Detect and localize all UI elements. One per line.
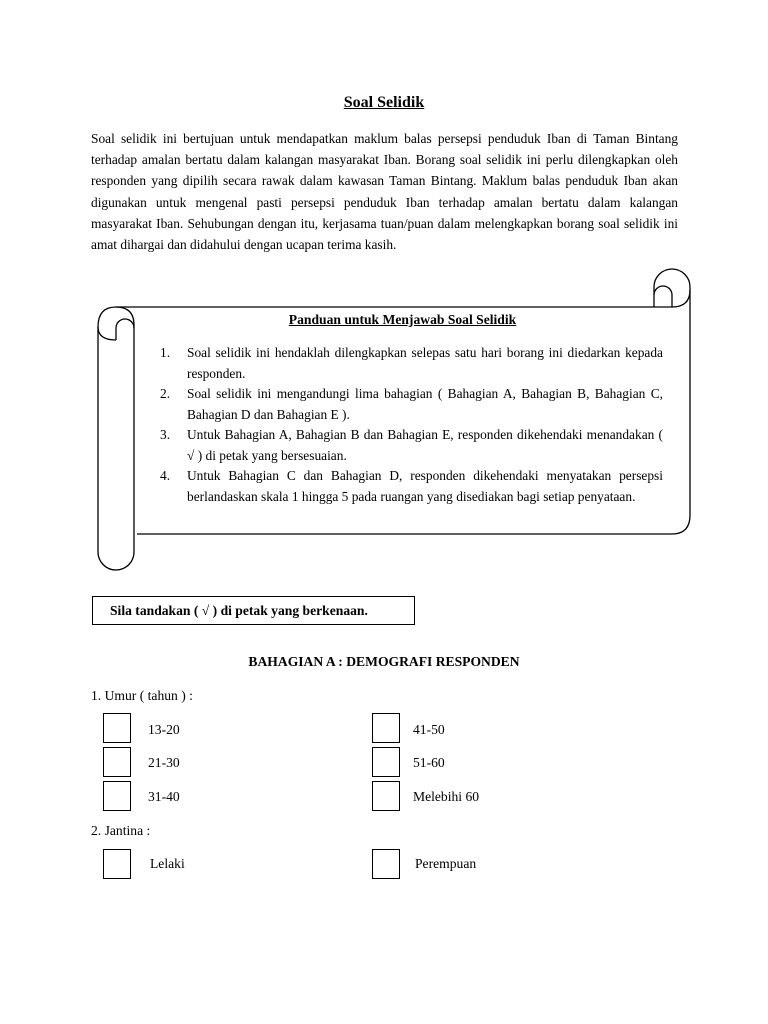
option-label: Perempuan (415, 856, 477, 871)
guide-item (160, 384, 663, 425)
guide-title: Panduan untuk Menjawab Soal Selidik (288, 312, 517, 327)
guide-item (160, 343, 663, 384)
guide-item (160, 425, 663, 466)
checkbox-age-over-60[interactable] (372, 781, 400, 811)
option-label: 21-30 (148, 755, 180, 770)
guide-item-text: Soal selidik ini mengandungi lima bahagian ( Bahagian A, Bahagian B, Bahagian C, Bahagian D dan Bahagian E ). (187, 386, 663, 422)
guide-item-text: Untuk Bahagian C dan Bahagian D, responden dikehendaki menyatakan persepsi berlandaskan skala 1 hingga 5 pada ruangan yang disediakan bagi setiap penyataan. (187, 468, 663, 504)
guide-item-text: Soal selidik ini hendaklah dilengkapkan selepas satu hari borang ini diedarkan kepada responden. (187, 345, 663, 381)
option-label: 31-40 (148, 789, 180, 804)
guide-list (160, 343, 663, 507)
guide-item-number: 1. (160, 345, 171, 360)
question-age-label: 1. Umur ( tahun ) : (91, 688, 193, 703)
checkbox-age-31-40[interactable] (103, 781, 131, 811)
option-label: Lelaki (150, 856, 185, 871)
checkbox-gender-female[interactable] (372, 849, 400, 879)
page-title: Soal Selidik (343, 94, 425, 111)
option-label: Melebihi 60 (413, 789, 480, 804)
guide-item-number: 3. (160, 427, 171, 442)
intro-paragraph: Soal selidik ini bertujuan untuk mendapatkan maklum balas persepsi penduduk Iban di Taman Bintang terhadap amalan bertatu dalam kalangan masyarakat Iban. Borang soal selidik ini perlu dilengkapkan oleh responden yang dipilih secara rawak dalam kawasan Taman Bintang. Maklum balas penduduk Iban akan digunakan untuk mengenal pasti persepsi penduduk Iban terhadap amalan bertatu dalam kalangan masyarakat Iban. Sehubungan dengan itu, kerjasama tuan/puan dalam melengkapkan borang soal selidik ini amat dihargai dan didahului dengan ucapan terima kasih. (91, 131, 678, 253)
option-label: 41-50 (413, 722, 445, 737)
checkbox-age-41-50[interactable] (372, 713, 400, 743)
section-a-title: BAHAGIAN A : DEMOGRAFI RESPONDEN (248, 654, 520, 669)
guide-item-number: 2. (160, 386, 171, 401)
instruction-box: Sila tandakan ( √ ) di petak yang berkenaan. (92, 596, 415, 625)
option-label: 51-60 (413, 755, 445, 770)
question-gender-label: 2. Jantina : (91, 823, 151, 838)
guide-item-text: Untuk Bahagian A, Bahagian B dan Bahagian E, responden dikehendaki menandakan ( √ ) di petak yang bersesuaian. (187, 427, 663, 463)
checkbox-age-51-60[interactable] (372, 747, 400, 777)
guide-item-number: 4. (160, 468, 171, 483)
checkbox-age-21-30[interactable] (103, 747, 131, 777)
checkbox-age-13-20[interactable] (103, 713, 131, 743)
option-label: 13-20 (148, 722, 180, 737)
guide-item (160, 466, 663, 507)
checkbox-gender-male[interactable] (103, 849, 131, 879)
